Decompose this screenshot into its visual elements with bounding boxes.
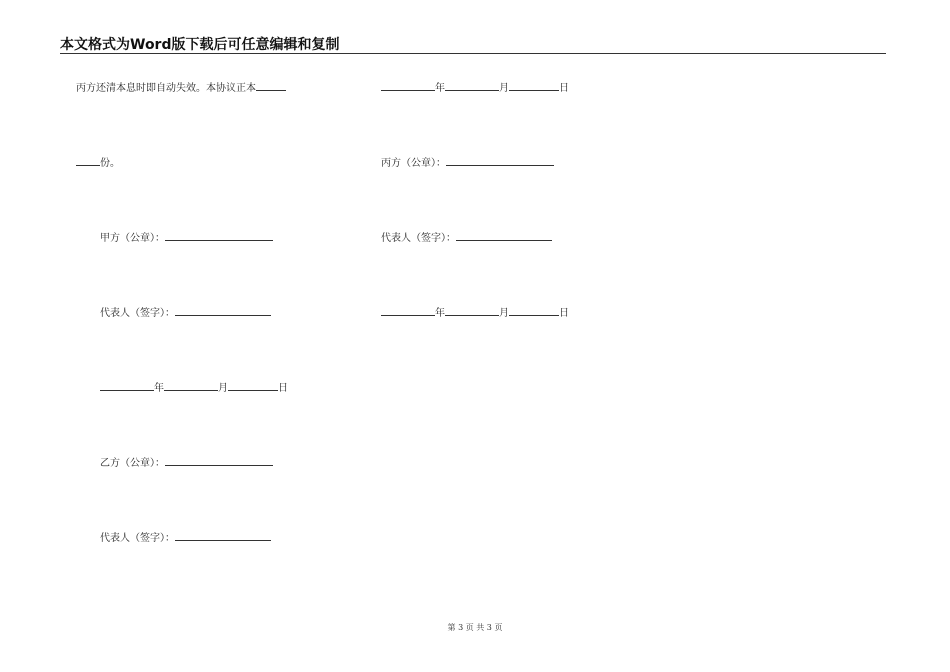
right-date2-month-label: 月	[499, 308, 509, 319]
right-date2-day-blank	[509, 305, 559, 316]
right-date1-year-label: 年	[435, 83, 445, 94]
copies-blank-part1	[256, 80, 286, 91]
party-a-rep-label: 代表人（签字）：	[100, 308, 175, 319]
right-date2-day-label: 日	[559, 308, 569, 319]
date-day-blank	[228, 380, 278, 391]
party-b-seal-blank	[165, 455, 273, 466]
right-date2-year-blank	[381, 305, 435, 316]
party-c-seal-blank	[446, 155, 554, 166]
clause-line-1	[76, 80, 286, 96]
page-number-footer: 第 3 页 共 3 页	[447, 623, 503, 632]
party-c-seal-line	[381, 155, 554, 171]
date-day-label: 日	[278, 383, 288, 394]
party-a-date-line	[100, 380, 288, 396]
clause-text-1: 丙方还清本息时即自动失效。本协议正本	[76, 83, 256, 94]
party-b-rep-blank	[175, 530, 271, 541]
right-date-line-2	[381, 305, 569, 321]
right-date-line-1	[381, 80, 569, 96]
date-month-blank	[164, 380, 218, 391]
date-year-label: 年	[154, 383, 164, 394]
clause-line-2	[76, 155, 120, 171]
date-year-blank	[100, 380, 154, 391]
right-date2-year-label: 年	[435, 308, 445, 319]
party-b-rep-label: 代表人（签字）：	[100, 533, 175, 544]
clause-text-2: 份。	[100, 158, 120, 169]
right-date1-day-blank	[509, 80, 559, 91]
party-b-seal-line	[100, 455, 273, 471]
right-date1-month-label: 月	[499, 83, 509, 94]
party-a-rep-line	[100, 305, 271, 321]
party-a-seal-line	[100, 230, 273, 246]
header-divider	[60, 53, 886, 54]
party-a-label: 甲方（公章）：	[100, 233, 165, 244]
document-header-title: 本文格式为Word版下载后可任意编辑和复制	[60, 37, 340, 53]
right-date1-month-blank	[445, 80, 499, 91]
party-c-label: 丙方（公章）：	[381, 158, 446, 169]
right-date1-year-blank	[381, 80, 435, 91]
party-a-seal-blank	[165, 230, 273, 241]
copies-blank-part2	[76, 155, 100, 166]
party-c-rep-blank	[456, 230, 552, 241]
right-date1-day-label: 日	[559, 83, 569, 94]
right-date2-month-blank	[445, 305, 499, 316]
party-b-rep-line	[100, 530, 271, 546]
date-month-label: 月	[218, 383, 228, 394]
party-c-rep-line	[381, 230, 552, 246]
party-b-label: 乙方（公章）：	[100, 458, 165, 469]
party-a-rep-blank	[175, 305, 271, 316]
party-c-rep-label: 代表人（签字）：	[381, 233, 456, 244]
